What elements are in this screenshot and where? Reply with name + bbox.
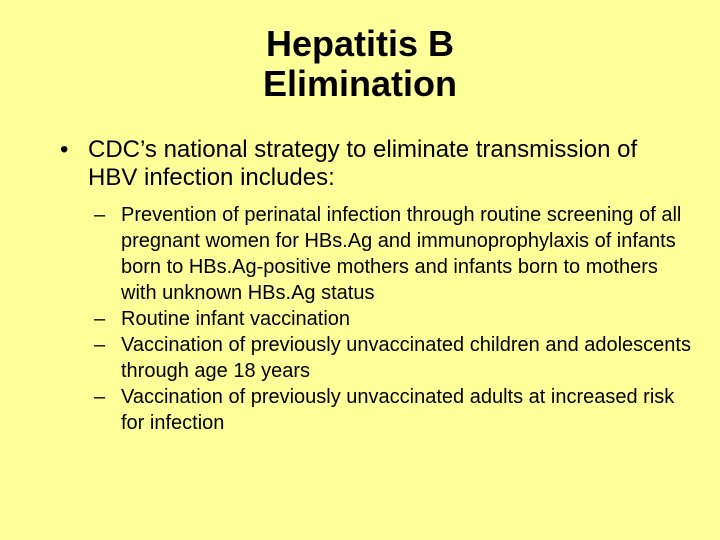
sub-bullet-item xyxy=(94,202,694,306)
sub-bullet-marker: – xyxy=(94,334,106,356)
sub-bullet-text: Vaccination of previously unvaccinated children and adolescents through age 18 years xyxy=(121,334,691,382)
slide-title-line-2: Elimination xyxy=(262,63,457,104)
sub-bullet-item xyxy=(94,306,694,332)
sub-bullet-list xyxy=(94,202,694,436)
main-bullet-text: CDC’s national strategy to eliminate transmission of HBV infection includes: xyxy=(88,136,638,191)
sub-bullet-marker: – xyxy=(94,308,106,330)
sub-bullet-text: Routine infant vaccination xyxy=(121,308,351,330)
bullet-marker: • xyxy=(60,136,69,163)
sub-bullet-marker: – xyxy=(94,386,106,408)
sub-bullet-text: Vaccination of previously unvaccinated adults at increased risk for infection xyxy=(121,386,675,434)
slide-title xyxy=(160,24,560,104)
main-bullet xyxy=(60,136,680,192)
sub-bullet-marker: – xyxy=(94,204,106,226)
sub-bullet-text: Prevention of perinatal infection through routine screening of all pregnant women for HBs.Ag and immunoprophylaxis of infants born to HBs.Ag-positive mothers and infants born to mothers with unknown HBs.Ag status xyxy=(121,204,682,304)
sub-bullet-item xyxy=(94,332,694,384)
sub-bullet-item xyxy=(94,384,694,436)
slide-title-line-1: Hepatitis B xyxy=(265,23,455,64)
